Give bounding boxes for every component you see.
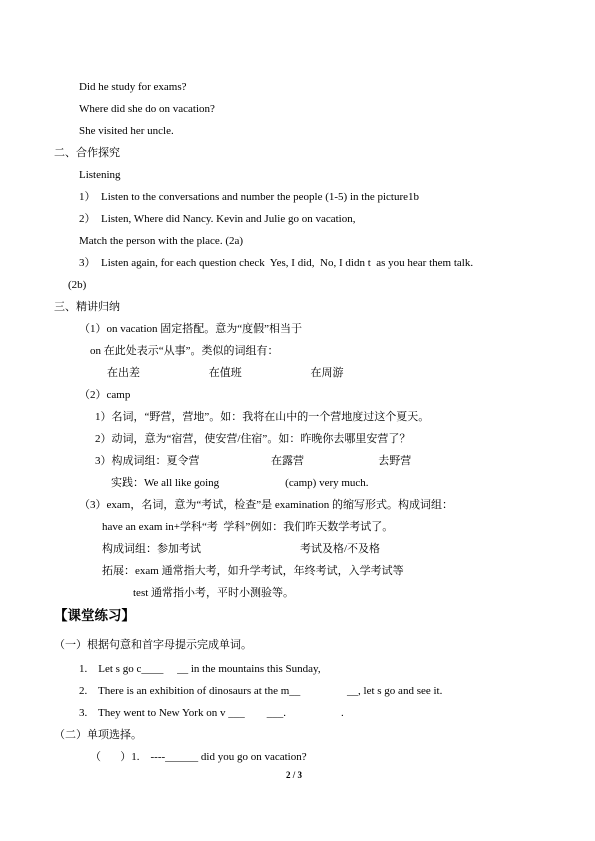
listening-task-1: 1） Listen to the conversations and number the people (1-5) in the picture1b: [79, 191, 419, 203]
note-on-meaning: on 在此处表示“从事”。类似的词组有：: [90, 345, 279, 357]
page-number: 2 / 3: [286, 770, 303, 780]
example-question-vacation: Where did she do on vacation?: [79, 103, 215, 115]
example-answer-uncle: She visited her uncle.: [79, 125, 174, 137]
listening-task-2-match: Match the person with the place. (2a): [79, 235, 244, 247]
exercise-two-title: （二）单项选择。: [54, 729, 142, 741]
subheading-listening: Listening: [79, 169, 121, 181]
note-exam: （3）exam，名词，意为“考试，检查”是 examination 的缩写形式。构成词组：: [79, 499, 453, 511]
section-heading-summary: 三、精讲归纳: [54, 301, 120, 313]
camp-phrases: 3）构成词组：夏令营 在露营 去野营: [95, 455, 412, 467]
phrase-examples: 在出差 在值班 在周游: [107, 367, 344, 379]
exercise-one-title: （一）根据句意和首字母提示完成单词。: [54, 639, 252, 651]
exercise-two-item-1: （ ）1. ----______ did you go on vacation?: [90, 751, 307, 763]
exam-phrases: 构成词组：参加考试 考试及格/不及格: [102, 543, 381, 555]
example-question-exams: Did he study for exams?: [79, 81, 187, 93]
camp-noun: 1）名词，“野营，营地”。如：我将在山中的一个营地度过这个夏天。: [95, 411, 430, 423]
camp-verb: 2）动词，意为“宿营，使安营/住宿”。如：昨晚你去哪里安营了？: [95, 433, 411, 445]
exam-subject: have an exam in+学科“考 学科”例如：我们昨天数学考试了。: [102, 521, 394, 533]
exercise-one-item-2: 2. There is an exhibition of dinosaurs at the m__ __, let s go and see it.: [79, 685, 443, 697]
exercise-one-item-3: 3. They went to New York on v ___ ___. .: [79, 707, 344, 719]
note-camp: （2）camp: [79, 389, 131, 401]
listening-task-3: 3） Listen again, for each question check Yes, I did, No, I didn t as you hear them talk.: [79, 257, 474, 269]
listening-task-3-ref: (2b): [68, 279, 87, 291]
listening-task-2: 2） Listen, Where did Nancy. Kevin and Julie go on vacation,: [79, 213, 356, 225]
test-note: test 通常指小考，平时小测验等。: [133, 587, 295, 599]
section-heading-practice: 【课堂练习】: [54, 608, 135, 623]
camp-practice: 实践：We all like going (camp) very much.: [111, 477, 369, 489]
note-on-vacation: （1）on vacation 固定搭配。意为“度假”相当于: [79, 323, 303, 335]
exercise-one-item-1: 1. Let s go c____ __ in the mountains this Sunday,: [79, 663, 321, 675]
exam-extension: 拓展：exam 通常指大考，如升学考试，年终考试，入学考试等: [102, 565, 404, 577]
section-heading-cooperation: 二、合作探究: [54, 147, 120, 159]
